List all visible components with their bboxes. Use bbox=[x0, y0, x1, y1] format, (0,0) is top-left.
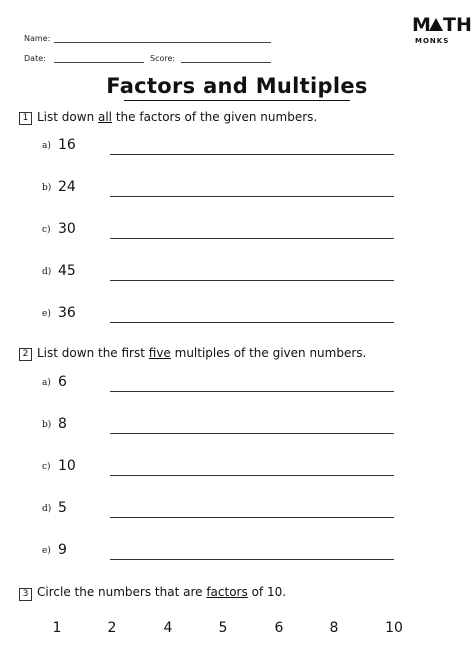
answer-line[interactable] bbox=[110, 280, 394, 281]
item-letter: a) bbox=[42, 141, 51, 151]
item-number: 45 bbox=[58, 263, 76, 279]
date-label: Date: bbox=[24, 54, 46, 63]
item-number: 9 bbox=[58, 542, 67, 558]
item-number: 6 bbox=[58, 374, 67, 390]
item-letter: b) bbox=[42, 183, 52, 193]
question-2-number: 2 bbox=[19, 348, 32, 361]
answer-line[interactable] bbox=[110, 475, 394, 476]
item-letter: e) bbox=[42, 309, 51, 319]
q2-text-after: multiples of the given numbers. bbox=[170, 346, 367, 360]
answer-line[interactable] bbox=[110, 391, 394, 392]
date-field-line[interactable] bbox=[54, 62, 144, 63]
item-letter: a) bbox=[42, 378, 51, 388]
score-label: Score: bbox=[150, 54, 176, 63]
worksheet-title: Factors and Multiples bbox=[106, 74, 368, 98]
answer-line[interactable] bbox=[110, 517, 394, 518]
item-letter: c) bbox=[42, 225, 51, 235]
answer-line[interactable] bbox=[110, 433, 394, 434]
question-2-text bbox=[37, 346, 366, 360]
logo-triangle-icon bbox=[429, 18, 443, 31]
q3-text-after: of 10. bbox=[247, 585, 287, 599]
item-number: 36 bbox=[58, 305, 76, 321]
circle-number-option[interactable]: 2 bbox=[107, 620, 117, 636]
math-monks-logo bbox=[412, 14, 472, 50]
question-1-text bbox=[37, 110, 317, 124]
item-letter: b) bbox=[42, 420, 52, 430]
answer-line[interactable] bbox=[110, 559, 394, 560]
name-field-line[interactable] bbox=[54, 42, 271, 43]
item-number: 30 bbox=[58, 221, 76, 237]
circle-number-option[interactable]: 4 bbox=[163, 620, 173, 636]
q1-text-after: the factors of the given numbers. bbox=[112, 110, 318, 124]
item-letter: d) bbox=[42, 267, 52, 277]
logo-text-m: M bbox=[412, 14, 431, 36]
title-underline bbox=[124, 100, 350, 101]
item-letter: e) bbox=[42, 546, 51, 556]
name-label: Name: bbox=[24, 34, 51, 43]
question-3-number: 3 bbox=[19, 588, 32, 601]
item-number: 8 bbox=[58, 416, 67, 432]
item-number: 10 bbox=[58, 458, 76, 474]
item-number: 5 bbox=[58, 500, 67, 516]
circle-number-option[interactable]: 8 bbox=[329, 620, 339, 636]
q3-text-emphasis: factors bbox=[206, 585, 248, 599]
q3-text-before: Circle the numbers that are bbox=[37, 585, 207, 599]
item-letter: d) bbox=[42, 504, 52, 514]
answer-line[interactable] bbox=[110, 196, 394, 197]
question-3-text bbox=[37, 585, 286, 599]
q2-text-before: List down the first bbox=[37, 346, 149, 360]
answer-line[interactable] bbox=[110, 154, 394, 155]
logo-text-monks: MONKS bbox=[415, 37, 450, 45]
item-number: 24 bbox=[58, 179, 76, 195]
q2-text-emphasis: five bbox=[148, 346, 171, 360]
circle-number-option[interactable]: 5 bbox=[218, 620, 228, 636]
circle-number-option[interactable]: 10 bbox=[385, 620, 403, 636]
answer-line[interactable] bbox=[110, 322, 394, 323]
question-1-number: 1 bbox=[19, 112, 32, 125]
logo-text-th: TH bbox=[443, 14, 472, 36]
q1-text-before: List down bbox=[37, 110, 98, 124]
item-letter: c) bbox=[42, 462, 51, 472]
q1-text-emphasis: all bbox=[97, 110, 113, 124]
circle-number-option[interactable]: 6 bbox=[274, 620, 284, 636]
answer-line[interactable] bbox=[110, 238, 394, 239]
score-field-line[interactable] bbox=[181, 62, 271, 63]
circle-number-option[interactable]: 1 bbox=[52, 620, 62, 636]
item-number: 16 bbox=[58, 137, 76, 153]
